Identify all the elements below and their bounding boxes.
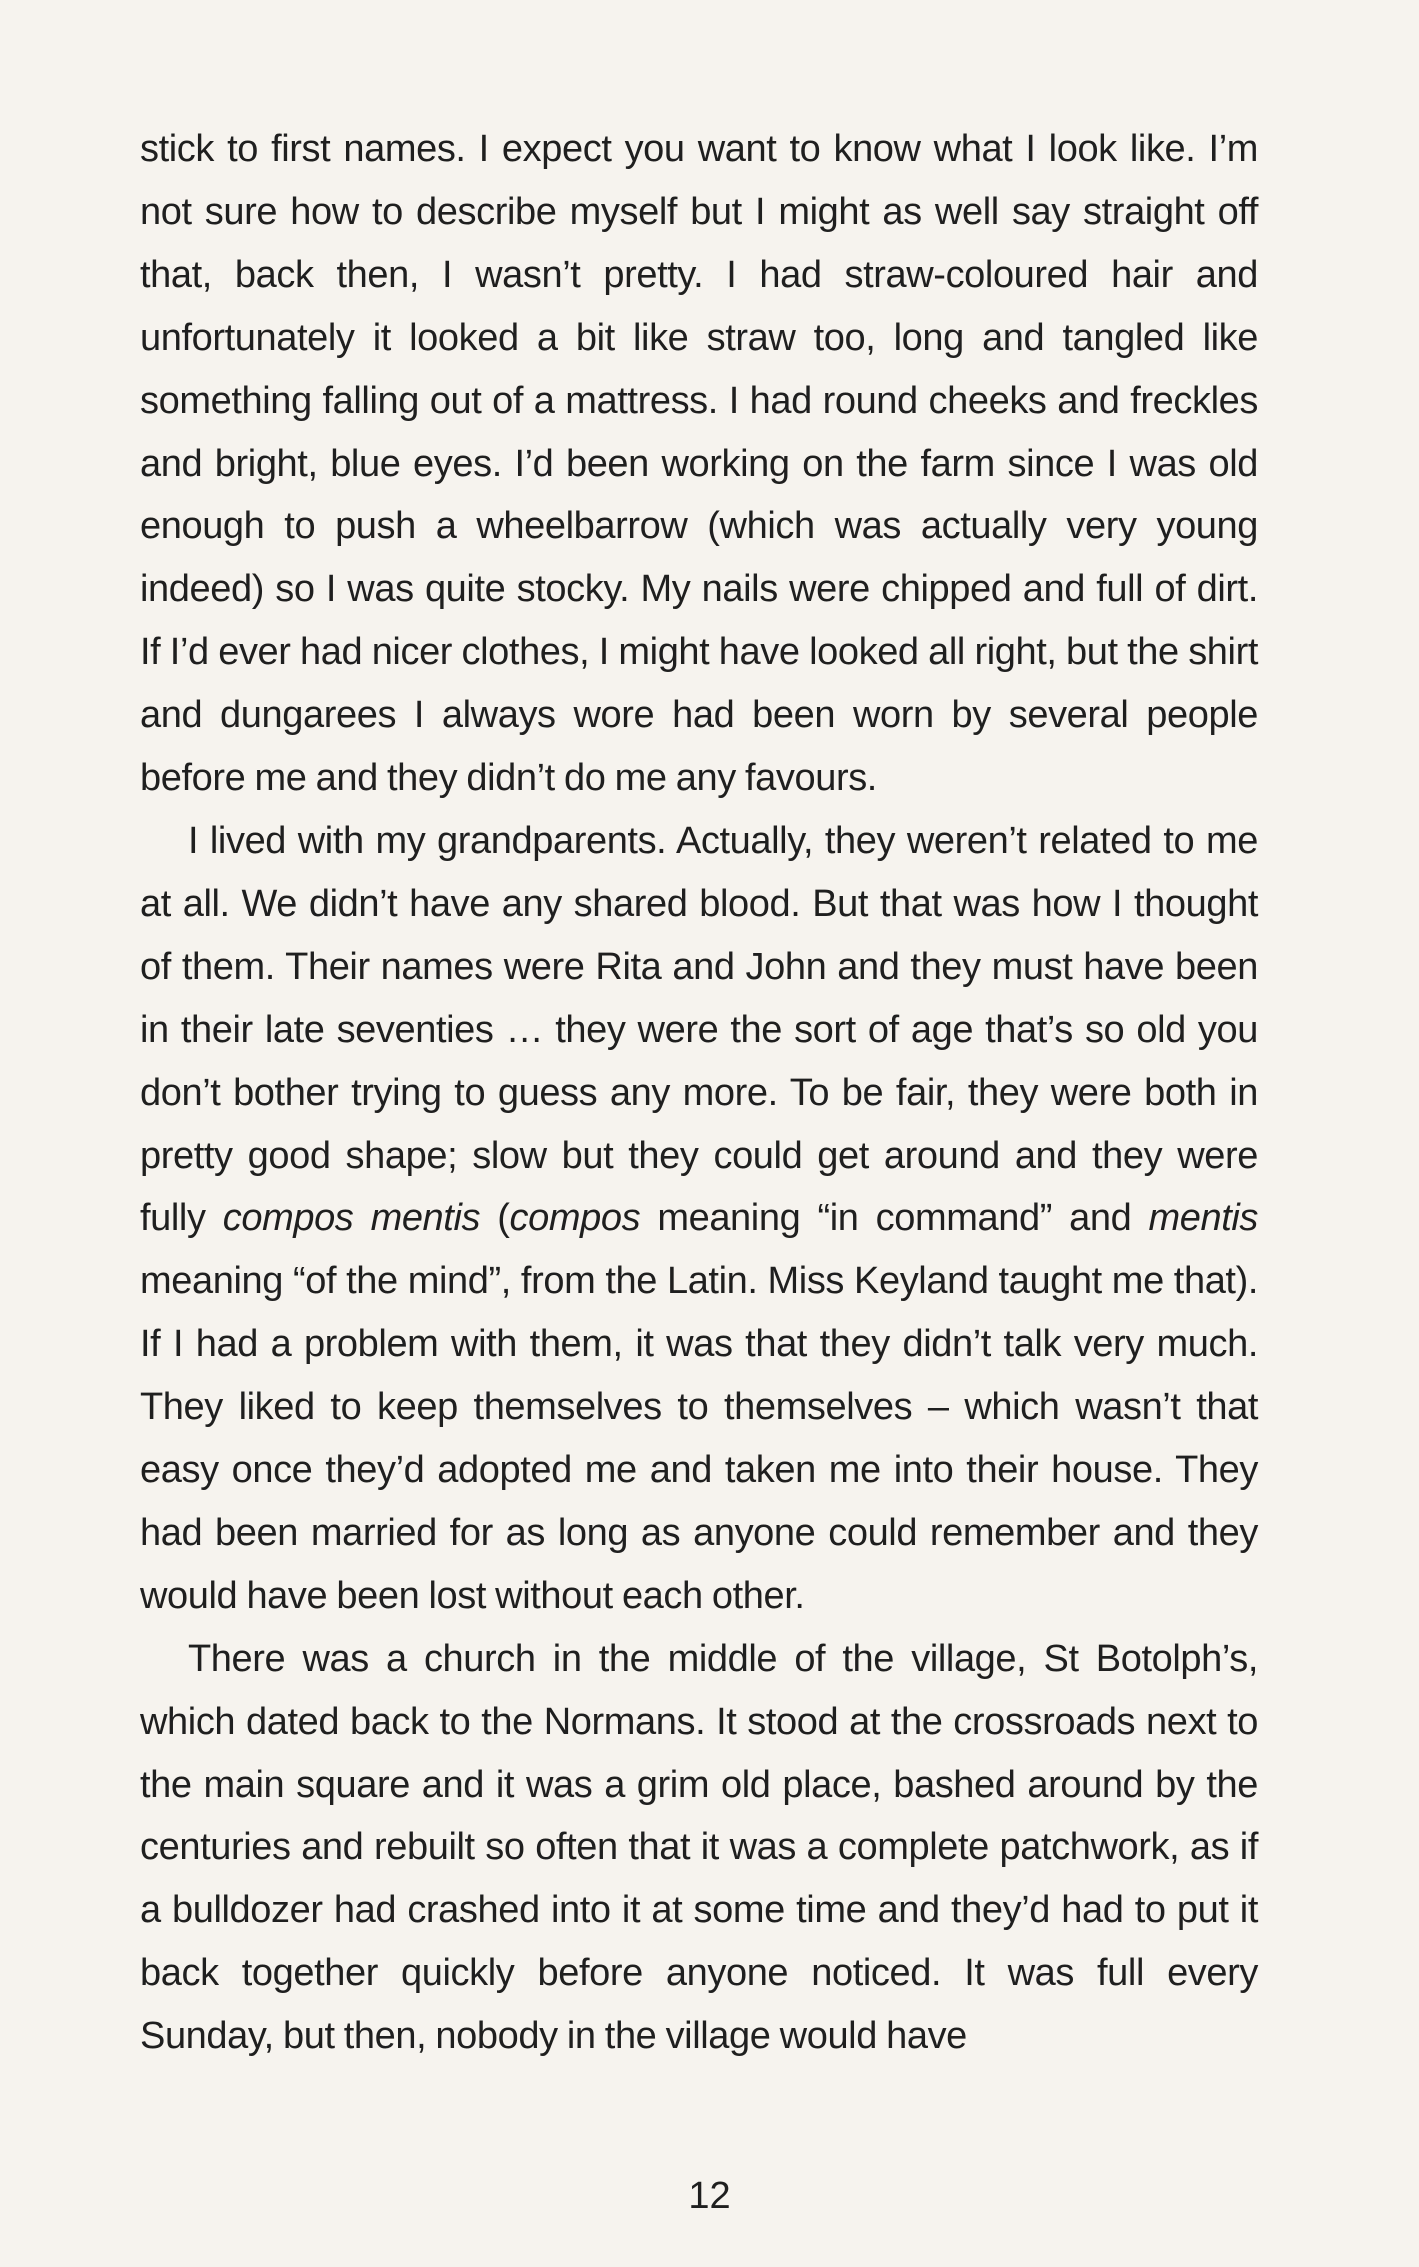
- page-number: 12: [688, 2175, 731, 2217]
- paragraph-2-text-b: (: [480, 1197, 510, 1240]
- paragraph-2: [140, 810, 1258, 1628]
- paragraph-1: stick to first names. I expect you want to know what I look like. I’m not sure how to describe myself but I might as well say straight off that, back then, I wasn’t pretty. I had straw-coloured hair and unfortunately it looked a bit like straw too, long and tangled like something falling out of a mattress. I had round cheeks and freckles and bright, blue eyes. I’d been working on the farm since I was old enough to push a wheelbarrow (which was actually very young indeed) so I was quite stocky. My nails were chipped and full of dirt. If I’d ever had nicer clothes, I might have looked all right, but the shirt and dungarees I always wore had been worn by several people before me and they didn’t do me any favours.: [140, 128, 1258, 800]
- paragraph-2-text-c: meaning “in command” and: [640, 1197, 1149, 1240]
- latin-word-mentis: mentis: [1148, 1197, 1258, 1240]
- latin-phrase-compos-mentis: compos mentis: [222, 1197, 481, 1240]
- paragraph-2-text-a: I lived with my grandparents. Actually, they weren’t related to me at all. We didn’t have any shared blood. But that was how I thought of them. Their names were Rita and John and they must have been in their late seventies … they were the sort of age that’s so old you don’t bother trying to guess any more. To be fair, they were both in pretty good shape; slow but they could get around and they were fully: [140, 819, 1258, 1240]
- paragraph-2-text-d: meaning “of the mind”, from the Latin. Miss Keyland taught me that). If I had a problem with them, it was that they didn’t talk very much. They liked to keep themselves to themselves – which wasn’t that easy once they’d adopted me and taken me into their house. They had been married for as long as anyone could remember and they would have been lost without each other.: [140, 1260, 1258, 1617]
- paragraph-3: There was a church in the middle of the village, St Botolph’s, which dated back to the Normans. It stood at the crossroads next to the main square and it was a grim old place, bashed around by the centuries and rebuilt so often that it was a complete patchwork, as if a bulldozer had crashed into it at some time and they’d had to put it back together quickly before anyone noticed. It was full every Sunday, but then, nobody in the village would have: [140, 1637, 1258, 2058]
- latin-word-compos: compos: [509, 1197, 641, 1240]
- body-text: [140, 118, 1258, 2068]
